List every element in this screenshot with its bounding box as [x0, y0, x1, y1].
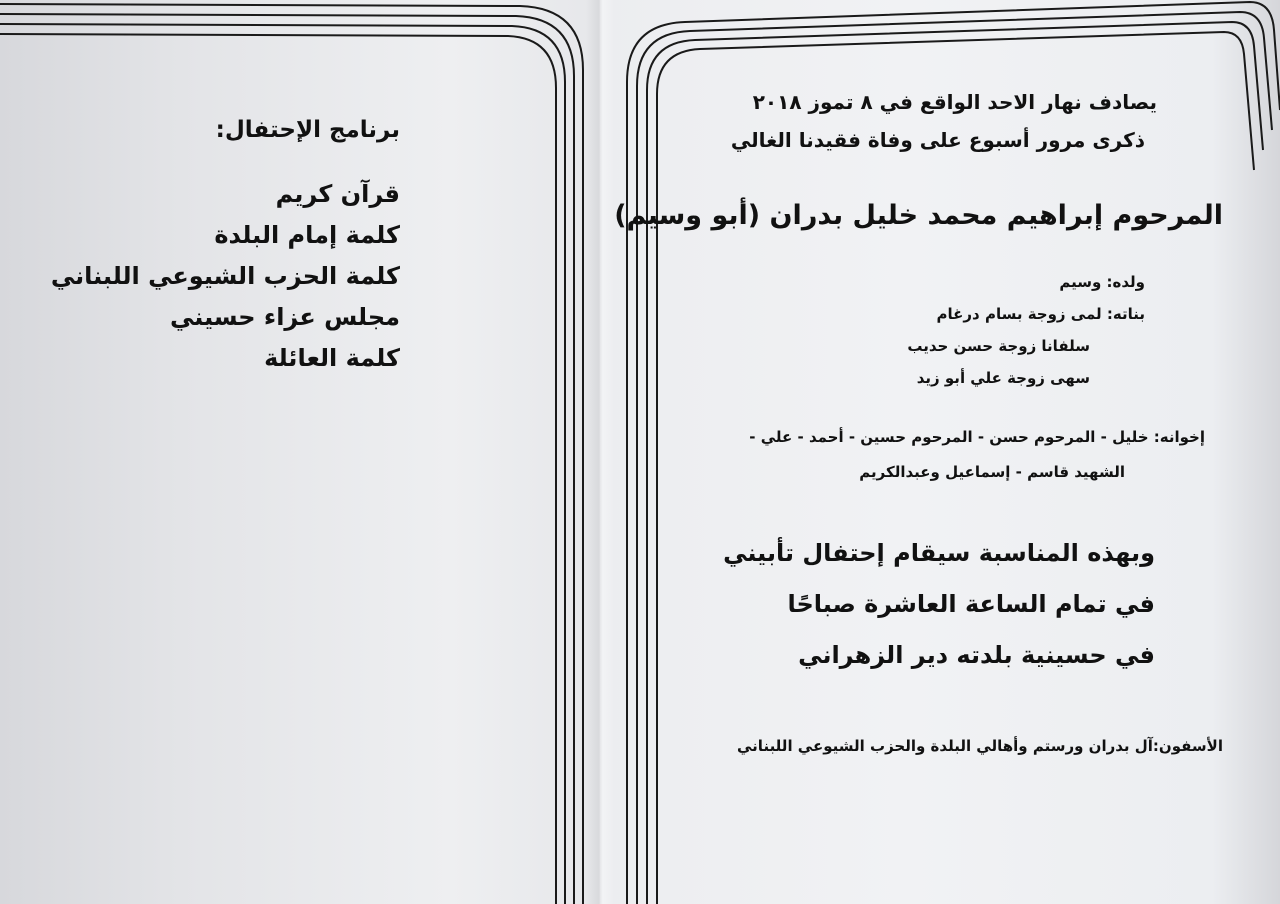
- announcement-line-2: في تمام الساعة العاشرة صباحًا: [787, 590, 1155, 618]
- date-line: يصادف نهار الاحد الواقع في ٨ تموز ٢٠١٨: [752, 90, 1157, 114]
- brothers-line-1: إخوانه: خليل - المرحوم حسن - المرحوم حسين - أحمد - علي -: [749, 428, 1205, 446]
- daughters-line-3: سهى زوجة علي أبو زيد: [916, 369, 1090, 387]
- children-list: [690, 266, 1235, 394]
- program-item-party-speech: كلمة الحزب الشيوعي اللبناني: [50, 262, 400, 290]
- program-item-mourning-gathering: مجلس عزاء حسيني: [169, 303, 400, 331]
- brothers-list: [690, 420, 1235, 490]
- daughters-line-2: سلفانا زوجة حسن حديب: [907, 337, 1090, 355]
- mourners-value: آل بدران ورستم وأهالي البلدة والحزب الشيوعي اللبناني: [737, 737, 1153, 755]
- program-item-quran: قرآن كريم: [275, 180, 400, 208]
- celebration-program: [50, 112, 400, 379]
- program-list: [50, 174, 400, 379]
- memorial-notice: [614, 82, 1235, 761]
- program-heading: برنامج الإحتفال:: [215, 117, 400, 143]
- announcement-line-3: في حسينية بلدته دير الزهراني: [798, 641, 1155, 669]
- program-item-imam-speech: كلمة إمام البلدة: [214, 221, 400, 249]
- announcement-line-1: وبهذه المناسبة سيقام إحتفال تأبيني: [723, 539, 1155, 567]
- program-item-family-speech: كلمة العائلة: [264, 344, 400, 372]
- daughters-line-1: بناته: لمى زوجة بسام درغام: [936, 305, 1145, 323]
- deceased-name: المرحوم إبراهيم محمد خليل بدران (أبو وسيم): [614, 200, 1223, 231]
- anniversary-line: ذكرى مرور أسبوع على وفاة فقيدنا الغالي: [730, 128, 1145, 152]
- announcement: [690, 528, 1235, 681]
- son-line: ولده: وسيم: [1059, 273, 1145, 291]
- mourners-line: [690, 731, 1235, 761]
- brothers-line-2: الشهيد قاسم - إسماعيل وعبدالكريم: [859, 463, 1125, 481]
- mourners-label: الأسفون:: [1152, 737, 1223, 755]
